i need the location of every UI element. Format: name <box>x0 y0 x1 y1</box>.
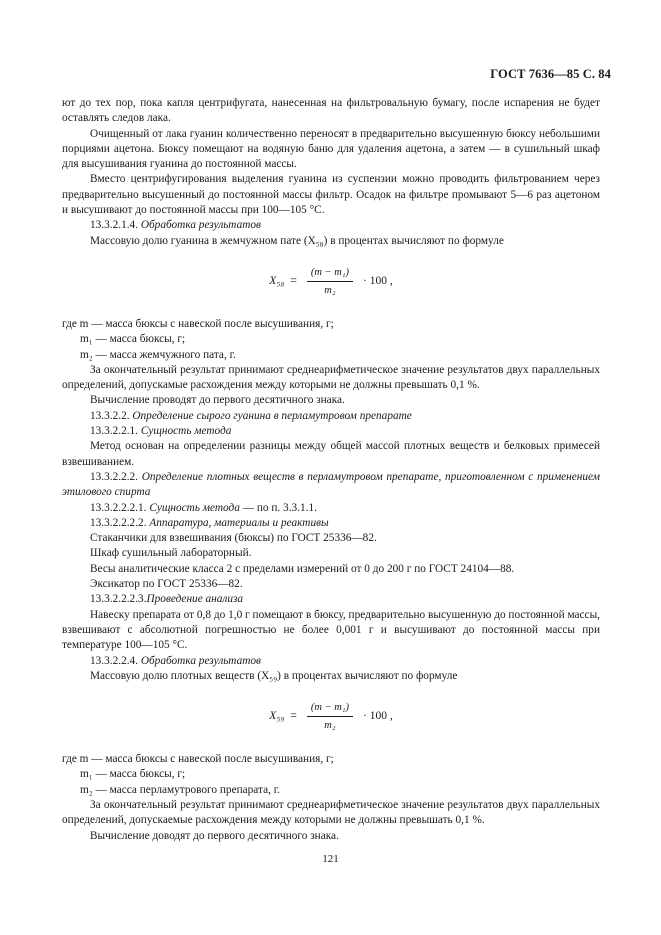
paragraph: Массовую долю плотных веществ (X₅₉) в процентах вычисляют по формуле <box>90 669 458 682</box>
equipment-item: Весы аналитические класса 2 с пределами измерений от 0 до 200 г по ГОСТ 24104—88. <box>90 562 515 575</box>
equipment-item: Стаканчики для взвешивания (бюксы) по ГОСТ 25336—82. <box>90 532 377 545</box>
page-number: 121 <box>322 853 339 865</box>
variable-definition: m₁ — масса бюксы, г; <box>80 333 186 346</box>
paragraph: Навеску препарата от 0,8 до 1,0 г помещают в бюксу, предварительно высушенную до постоянной массы, взвешивают с абсолютной погрешностью не более 0,001 г и высушивают до постоянной массы при температуре 100—105 °С. <box>62 608 600 652</box>
paragraph: Вместо центрифугирования выделения гуанина из суспензии можно проводить фильтрованием через предварительно высушенный до постоянной массы фильтр. Осадок на фильтре промывают 5—6 раз ацетоном и высушивают до постоянной массы при 100—105 °С. <box>62 173 600 217</box>
section-heading <box>62 470 600 501</box>
section-title: Обработка результатов <box>140 654 261 667</box>
paragraph: Метод основан на определении разницы между общей массой плотных веществ и белковых примесей взвешиванием. <box>62 440 600 468</box>
section-number: 13.3.2.2.1. <box>90 425 139 438</box>
paragraph: Очищенный от лака гуанин количественно переносят в предварительно высушенную бюксу небольшими порциями ацетона. Бюксу помещают на водяную баню для удаления ацетона, а затем — в сушильный шкаф для высушивания гуанина до постоянной массы. <box>62 127 600 171</box>
paragraph: Вычисление доводят до первого десятичного знака. <box>90 829 339 842</box>
section-title: Обработка результатов <box>140 219 261 232</box>
section-heading <box>62 654 600 669</box>
section-heading <box>62 218 600 233</box>
page-header: ГОСТ 7636—85 С. 84 <box>490 67 611 81</box>
section-number: 13.3.2.2.2.1. <box>90 501 147 514</box>
formula-x59 <box>62 700 600 740</box>
section-heading <box>62 424 600 439</box>
section-number: 13.3.2.2.2.2. <box>90 516 147 529</box>
section-title: Сущность метода <box>140 425 232 438</box>
formula-fraction <box>307 700 353 734</box>
paragraph: За окончательный результат принимают среднеарифметическое значение результатов двух параллельных определений, допускаемые расхождения между которыми не должны превышать 0,1 %. <box>62 798 600 827</box>
variable-definition: где m — масса бюксы с навеской после высушивания, г; <box>62 753 334 766</box>
section-number: 13.3.2.2.2. <box>90 470 139 483</box>
section-heading <box>62 592 600 607</box>
formula-x58 <box>62 265 600 305</box>
paragraph: Вычисление проводят до первого десятичного знака. <box>90 394 345 407</box>
formula-equals: = <box>290 275 297 288</box>
equipment-item: Шкаф сушильный лабораторный. <box>90 547 252 560</box>
section-heading <box>62 516 600 531</box>
section-number: 13.3.2.2. <box>90 409 130 422</box>
equipment-item: Эксикатор по ГОСТ 25336—82. <box>90 578 243 591</box>
formula-numerator: (m − m₁) <box>307 265 353 282</box>
section-title: Определение плотных веществ в перламутровом препарате, приготовленном с применением этилового спирта <box>62 470 600 499</box>
section-title: Сущность метода <box>149 501 240 514</box>
section-title: Проведение анализа <box>146 593 244 606</box>
variable-definition: где m — масса бюксы с навеской после высушивания, г; <box>62 317 334 330</box>
formula-equals: = <box>290 710 297 723</box>
formula-fraction <box>307 265 353 299</box>
section-number: 13.3.2.2.4. <box>90 654 139 667</box>
formula-lhs: X₅₈ <box>269 275 285 288</box>
section-title: Аппаратура, материалы и реактивы <box>149 516 329 529</box>
document-body <box>62 96 600 844</box>
formula-lhs: X₅₉ <box>269 710 285 723</box>
formula-denominator: m₂ <box>324 285 336 297</box>
formula-rhs: · 100 , <box>362 710 393 723</box>
variable-definition: m₂ — масса жемчужного пата, г. <box>80 348 236 361</box>
section-number: 13.3.2.1.4. <box>90 219 139 232</box>
paragraph: ют до тех пор, пока капля центрифугата, нанесенная на фильтровальную бумагу, после испарения не будет оставлять следов лака. <box>62 97 600 125</box>
section-heading <box>62 409 600 424</box>
formula-numerator: (m − m₁) <box>307 700 353 717</box>
section-number: 13.3.2.2.2.3. <box>90 593 147 606</box>
section-title: Определение сырого гуанина в перламутровом препарате <box>132 409 412 422</box>
formula-denominator: m₂ <box>324 720 336 732</box>
section-heading <box>62 501 600 516</box>
variable-definition: m₁ — масса бюксы, г; <box>80 768 186 781</box>
paragraph: За окончательный результат принимают среднеарифметическое значение результатов двух параллельных определений, допускамые расхождения между которыми не должны превышать 0,1 %. <box>62 363 600 392</box>
variable-definition: m₂ — масса перламутрового препарата, г. <box>80 783 280 796</box>
paragraph: Массовую долю гуанина в жемчужном пате (X₅₈) в процентах вычисляют по формуле <box>90 234 504 247</box>
section-reference: — по п. 3.3.1.1. <box>239 501 317 514</box>
formula-rhs: · 100 , <box>362 275 393 288</box>
